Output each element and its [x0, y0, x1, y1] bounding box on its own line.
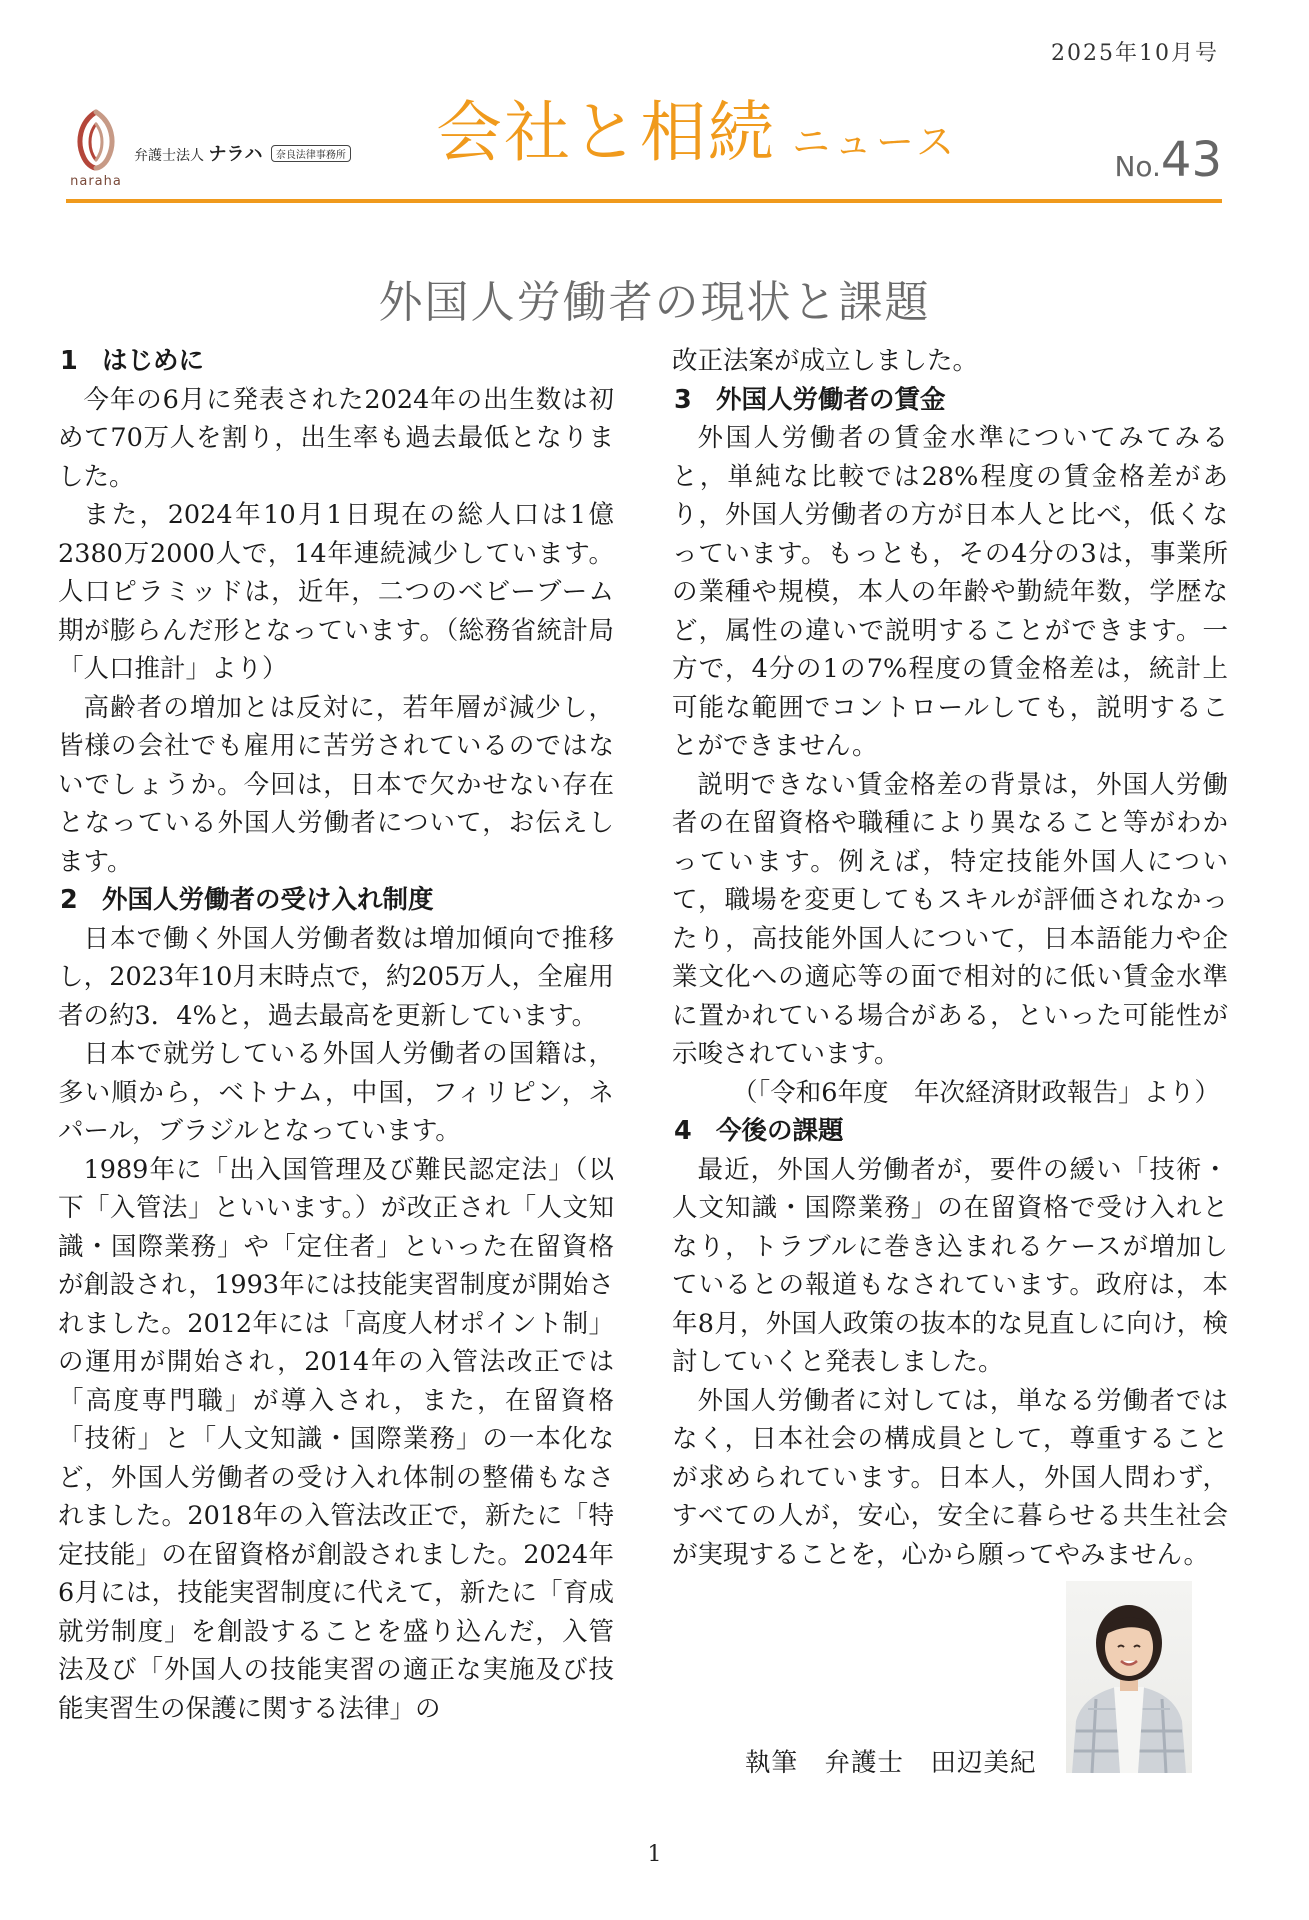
left-column	[58, 342, 614, 1728]
paragraph: また，2024年10月1日現在の総人口は1億2380万2000人で，14年連続減少しています。人口ピラミッドは，近年，二つのベビーブーム期が膨らんだ形となっています。（総務省統計局「人口推計」より）	[58, 500, 614, 684]
issue-no-label: No.	[1114, 150, 1161, 183]
logo-word: naraha	[70, 174, 122, 189]
masthead-main: 会社と相続	[436, 94, 776, 171]
author-credit: 執筆 弁護士 田辺美紀	[745, 1748, 1037, 1778]
header-divider	[66, 199, 1222, 203]
firm-office-badge: 奈良法律事務所	[271, 145, 351, 162]
issue-no-number: 43	[1160, 132, 1222, 188]
firm-prefix: 弁護士法人	[134, 148, 204, 164]
paragraph: 説明できない賃金格差の背景は，外国人労働者の在留資格や職種により異なること等がわかっています。例えば，特定技能外国人について，職場を変更してもスキルが評価されなかったり，高技能外国人について，日本語能力や企業文化への適応等の面で相対的に低い賃金水準に置かれている場合がある，といった可能性が示唆されています。	[672, 769, 1228, 1069]
paragraph: 高齢者の増加とは反対に，若年層が減少し，皆様の会社でも雇用に苦労されているのではないでしょうか。今回は，日本で欠かせない存在となっている外国人労働者について，お伝えします。	[58, 692, 614, 877]
source-citation: （「令和6年度 年次経済財政報告」より）	[732, 1077, 1220, 1108]
paragraph-continued: 改正法案が成立しました。	[672, 346, 979, 376]
article-title: 外国人労働者の現状と課題	[378, 277, 931, 328]
paragraph: 日本で就労している外国人労働者の国籍は，多い順から，ベトナム，中国，フィリピン，ネパール，ブラジルとなっています。	[58, 1039, 614, 1146]
masthead-sub: ニュース	[792, 120, 959, 164]
paragraph: 外国人労働者に対しては，単なる労働者ではなく，日本社会の構成員として，尊重することが求められています。日本人，外国人問わず，すべての人が，安心，安全に暮らせる共生社会が実現することを，心から願ってやみません。	[672, 1385, 1228, 1570]
paragraph: 外国人労働者の賃金水準についてみてみると，単純な比較では28%程度の賃金格差があり，外国人労働者の方が日本人と比べ，低くなっています。もっとも，その4分の3は，事業所の業種や規模，本人の年齢や勤続年数，学歴など，属性の違いで説明することができます。一方で，4分の1の7%程度の賃金格差は，統計上可能な範囲でコントロールしても，説明することができません。	[672, 423, 1228, 761]
section-heading-4: 4 今後の課題	[674, 1116, 844, 1146]
paragraph: 1989年に「出入国管理及び難民認定法」（以下「入管法」といいます。）が改正され「人文知識・国際業務」や「定住者」といった在留資格が創設され，1993年には技能実習制度が開始されました。2012年には「高度人材ポイント制」の運用が開始され，2014年の入管法改正では「高度専門職」が導入され，また，在留資格「技術」と「人文知識・国際業務」の一本化など，外国人労働者の受け入れ体制の整備もなされました。2018年の入管法改正で，新たに「特定技能」の在留資格が創設されました。2024年6月には，技能実習制度に代えて，新たに「育成就労制度」を創設することを盛り込んだ，入管法及び「外国人の技能実習の適正な実施及び技能実習生の保護に関する法律」の	[58, 1154, 614, 1724]
naraha-logo-icon	[66, 106, 126, 189]
author-photo	[1066, 1581, 1192, 1773]
issue-number	[1114, 132, 1222, 188]
firm-name: ナラハ	[208, 144, 263, 165]
paragraph: 最近，外国人労働者が，要件の緩い「技術・人文知識・国際業務」の在留資格で受け入れとなり，トラブルに巻き込まれるケースが増加しているとの報道もなされています。政府は，本年8月，外国人政策の抜本的な見直しに向け，検討していくと発表しました。	[672, 1154, 1228, 1377]
firm-name-block	[134, 140, 351, 166]
section-heading-2: 2 外国人労働者の受け入れ制度	[60, 885, 434, 915]
paragraph: 今年の6月に発表された2024年の出生数は初めて70万人を割り，出生率も過去最低となりました。	[58, 384, 614, 492]
newsletter-title	[436, 94, 959, 171]
right-column	[672, 342, 1228, 1574]
section-heading-1: 1 はじめに	[60, 346, 205, 376]
page-number: 1	[647, 1842, 662, 1867]
paragraph: 日本で働く外国人労働者数は増加傾向で推移し，2023年10月末時点で，約205万人，全雇用者の約3．4%と，過去最高を更新しています。	[58, 923, 614, 1031]
masthead-header	[66, 94, 1222, 196]
section-heading-3: 3 外国人労働者の賃金	[674, 384, 946, 415]
issue-date: 2025年10月号	[1051, 41, 1219, 66]
